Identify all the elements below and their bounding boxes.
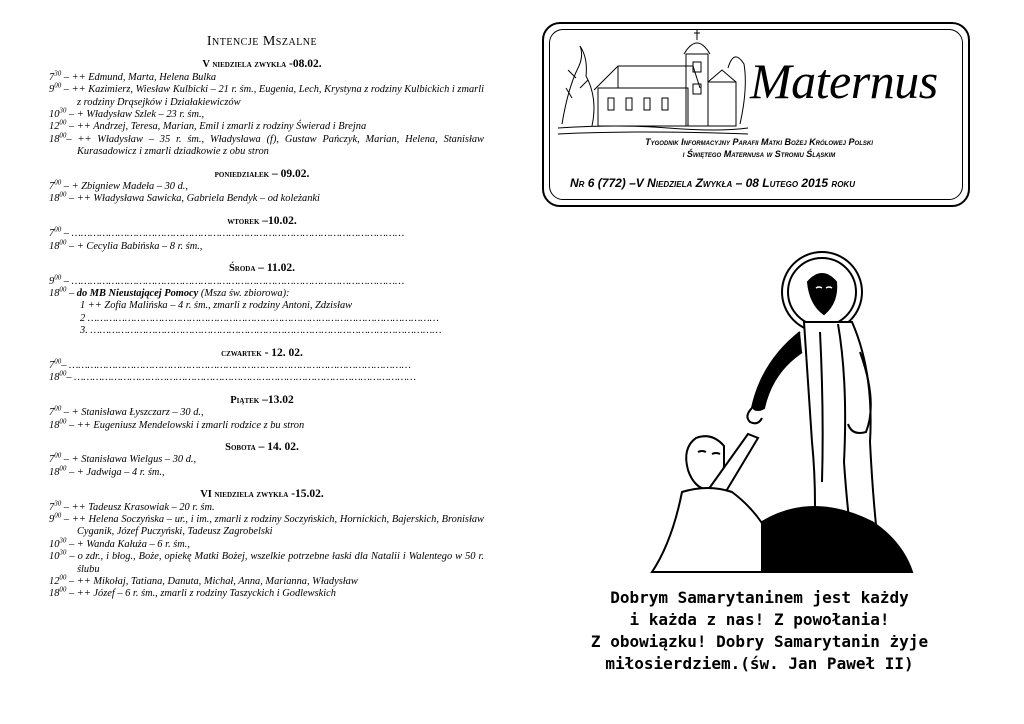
intention-text: – ………………………………………………………………………………………………… — [66, 372, 417, 384]
intention-entry — [40, 417, 484, 432]
mass-minutes: 00 — [59, 285, 67, 294]
mass-minutes: 00 — [54, 178, 62, 187]
intention-entry — [40, 499, 484, 514]
mass-hour: 10 — [49, 109, 60, 121]
mass-hour: 7 — [49, 71, 55, 83]
intention-text-after: (Msza św. zbiorowa): — [198, 287, 290, 299]
mass-minutes: 00 — [59, 417, 67, 426]
day-label: Sobota — [225, 441, 256, 453]
intention-entry — [40, 178, 484, 193]
mass-hour: 18 — [49, 287, 60, 299]
intention-text: – ++ Andrzej, Teresa, Marian, Emil i zmarli z rodziny Świerad i Brejna — [66, 121, 367, 133]
intention-entry — [40, 118, 484, 133]
day-date: -08.02. — [286, 58, 322, 71]
mass-minutes: 30 — [54, 499, 62, 508]
intention-entry — [40, 585, 484, 600]
day-label: czwartek — [221, 347, 262, 359]
mass-hour: 18 — [49, 193, 60, 205]
day-heading — [40, 488, 484, 501]
mass-minutes: 30 — [59, 536, 67, 545]
intention-text: – + Władysław Szlek – 23 r. śm., — [66, 109, 205, 121]
day-block — [40, 394, 484, 432]
intention-entry — [40, 69, 484, 84]
mass-intentions-column — [40, 36, 484, 610]
mass-minutes: 00 — [54, 225, 62, 234]
intention-entry — [40, 285, 484, 300]
mass-hour: 7 — [49, 501, 55, 513]
masthead — [542, 22, 970, 207]
intention-entry — [40, 511, 484, 539]
day-block — [40, 488, 484, 601]
intention-entry — [40, 273, 484, 288]
mass-hour: 18 — [49, 240, 60, 252]
intention-text: – ++ Władysław – 35 r. śm., Władysława (f), Gustaw Pańczyk, Marian, Helena, Stanisław Kurasadowicz i zmarli dziadkowie z obu stron — [66, 133, 484, 158]
intention-text: – + Jadwiga – 4 r. śm., — [66, 466, 165, 478]
intention-subitem: 3. …………………………………………………………………………………………………… — [80, 325, 442, 337]
day-heading — [40, 347, 484, 360]
mass-minutes: 00 — [59, 573, 67, 582]
day-date: -15.02. — [288, 488, 324, 501]
mass-hour: 18 — [49, 372, 60, 384]
mass-hour: 10 — [49, 538, 60, 550]
subtitle-line-2: i Świętego Maternusa w Stroniu Śląskim — [682, 149, 836, 159]
day-heading — [40, 394, 484, 407]
mass-minutes: 30 — [54, 69, 62, 78]
day-block — [40, 215, 484, 253]
mass-hour: 12 — [49, 121, 60, 133]
day-label: wtorek — [227, 215, 260, 227]
mass-minutes: 00 — [54, 511, 62, 520]
intention-text: – ++ Tadeusz Krasowiak – 20 r. śm. — [61, 501, 215, 513]
mass-minutes: 00 — [54, 81, 62, 90]
mass-hour: 7 — [49, 228, 55, 240]
intention-bold: do MB Nieustającej Pomocy — [76, 287, 199, 299]
day-heading — [40, 441, 484, 454]
day-label: Środa — [228, 263, 256, 275]
intention-text: – ……………………………………………………………………………………………… — [61, 228, 405, 240]
intention-entry — [40, 131, 484, 159]
intention-text: – ++ Helena Soczyńska – ur., i im., zmarli z rodziny Soczyńskich, Hornickich, Bajerskich, Bronisław Cyganik, Józef Puczyński, Tadeusz Zagrobelski — [61, 514, 484, 538]
intention-text: – + Zbigniew Madeła – 30 d., — [61, 181, 188, 193]
mass-hour: 9 — [49, 514, 55, 525]
intention-text: – + Cecylia Babińska – 8 r. śm., — [66, 240, 203, 252]
mass-minutes: 00 — [54, 451, 62, 460]
intention-entry — [40, 548, 484, 576]
mass-hour: 18 — [49, 419, 60, 431]
intention-entry — [40, 369, 484, 384]
intention-text: – o zdr., i błog., Boże, opiekę Matki Bożej, wszelkie potrzebne łaski dla Natalii i Walentego w 50 r. ślubu — [66, 551, 484, 575]
mass-minutes: 00 — [59, 131, 67, 140]
mass-minutes: 00 — [59, 464, 67, 473]
mass-minutes: 00 — [54, 357, 62, 366]
intention-text: – ++ Kazimierz, Wiesław Kulbicki – 21 r. śm., Eugenia, Lech, Krystyna z rodziny Kulbickich i zmarli z rodziny Drąsejków i Działakiewiczów — [61, 84, 484, 108]
day-block — [40, 347, 484, 385]
mass-minutes: 00 — [59, 369, 67, 378]
intention-entry — [40, 225, 484, 240]
intention-entry — [40, 536, 484, 551]
day-block — [40, 441, 484, 479]
intention-text: – + Stanisława Łyszczarz – 30 d., — [61, 407, 204, 419]
intention-text: – + Wanda Kałuża – 6 r. śm., — [66, 538, 190, 550]
intention-entry — [40, 573, 484, 588]
day-heading — [40, 58, 484, 71]
day-heading — [40, 215, 484, 228]
quote-line-2: i każda z nas! Z powołania! — [629, 610, 890, 629]
intention-text: – ++ Eugeniusz Mendelowski i zmarli rodzice z bu stron — [66, 419, 305, 431]
right-column — [542, 22, 974, 712]
intention-text: – — [66, 287, 77, 299]
day-date: –13.02 — [259, 393, 294, 406]
intention-subitem: 2 …………………………………………………………………………………………………… — [80, 312, 439, 324]
mass-hour: 7 — [49, 407, 55, 419]
days-list — [40, 58, 484, 600]
day-label: V niedziela zwykła — [202, 59, 287, 71]
mass-hour: 18 — [49, 133, 60, 145]
intention-text: – ++ Władysława Sawicka, Gabriela Bendyk – od koleżanki — [66, 193, 320, 205]
mass-minutes: 30 — [59, 106, 67, 115]
intention-text: – ++ Mikołaj, Tatiana, Danuta, Michał, Anna, Marianna, Władysław — [66, 576, 358, 588]
church-illustration — [558, 28, 748, 138]
day-date: – 14. 02. — [255, 440, 299, 453]
quote-line-1: Dobrym Samarytaninem jest każdy — [610, 588, 909, 607]
intention-subitem: 1 ++ Zofia Malińska – 4 r. śm., zmarli z rodziny Antoni, Zdzisław — [80, 300, 353, 312]
mass-hour: 7 — [49, 181, 55, 193]
day-date: – 11.02. — [255, 262, 296, 275]
good-samaritan-illustration — [612, 222, 922, 592]
intention-entry — [40, 193, 484, 205]
mass-hour: 9 — [49, 84, 55, 96]
day-label: poniedziałek — [214, 168, 270, 180]
mass-intentions-heading: Intencje Mszalne — [206, 34, 318, 49]
subtitle-line-1: Tygodnik Informacyjny Parafii Matki Bożej Królowej Polski — [645, 137, 873, 147]
mass-minutes: 00 — [59, 585, 67, 594]
day-heading — [40, 262, 484, 275]
intention-entry — [40, 404, 484, 419]
day-date: – 09.02. — [269, 167, 310, 180]
day-heading — [40, 168, 484, 181]
quote-line-3: Z obowiązku! Dobry Samarytanin żyje — [590, 632, 929, 651]
intention-entry — [40, 451, 484, 466]
mass-hour: 18 — [49, 588, 60, 600]
intention-text: – + Stanisława Wielgus – 30 d., — [61, 454, 197, 466]
intention-text: – ………………………………………………………………………………………………… — [61, 359, 411, 371]
samaritan-quote — [562, 587, 957, 675]
intention-text: – ++ Józef – 6 r. śm., zmarli z rodziny Taszyckich i Godlewskich — [66, 588, 336, 600]
mass-minutes: 30 — [59, 548, 67, 557]
day-date: - 12. 02. — [261, 346, 303, 359]
intention-entry — [40, 357, 484, 372]
intention-entry — [40, 464, 484, 479]
day-block — [40, 262, 484, 337]
intention-text: – ……………………………………………………………………………………………… — [61, 275, 405, 287]
intention-entry — [40, 106, 484, 121]
day-label: VI niedziela zwykła — [200, 489, 289, 501]
day-block — [40, 58, 484, 158]
day-date: –10.02. — [259, 214, 297, 227]
quote-line-4: miłosierdziem.(św. Jan Paweł II) — [605, 654, 914, 673]
mass-minutes: 00 — [54, 273, 62, 282]
newspaper-title: Maternus — [750, 53, 938, 109]
mass-hour: 10 — [49, 551, 60, 563]
mass-minutes: 00 — [59, 238, 67, 247]
issue-info: Nr 6 (772) –V Niedziela Zwykła – 08 Lutego 2015 roku — [570, 176, 855, 190]
mass-minutes: 00 — [59, 191, 67, 199]
intention-entry — [40, 81, 484, 109]
day-block — [40, 168, 484, 206]
masthead-subtitle — [564, 136, 954, 160]
mass-minutes: 00 — [59, 118, 67, 127]
intention-entry — [40, 238, 484, 253]
mass-hour: 9 — [49, 275, 55, 287]
mass-hour: 12 — [49, 576, 60, 588]
mass-hour: 7 — [49, 454, 55, 466]
mass-hour: 18 — [49, 466, 60, 478]
day-label: Piątek — [230, 394, 260, 406]
mass-hour: 7 — [49, 359, 55, 371]
mass-minutes: 00 — [54, 404, 62, 413]
intention-text: – ++ Edmund, Marta, Helena Bulka — [61, 71, 217, 83]
